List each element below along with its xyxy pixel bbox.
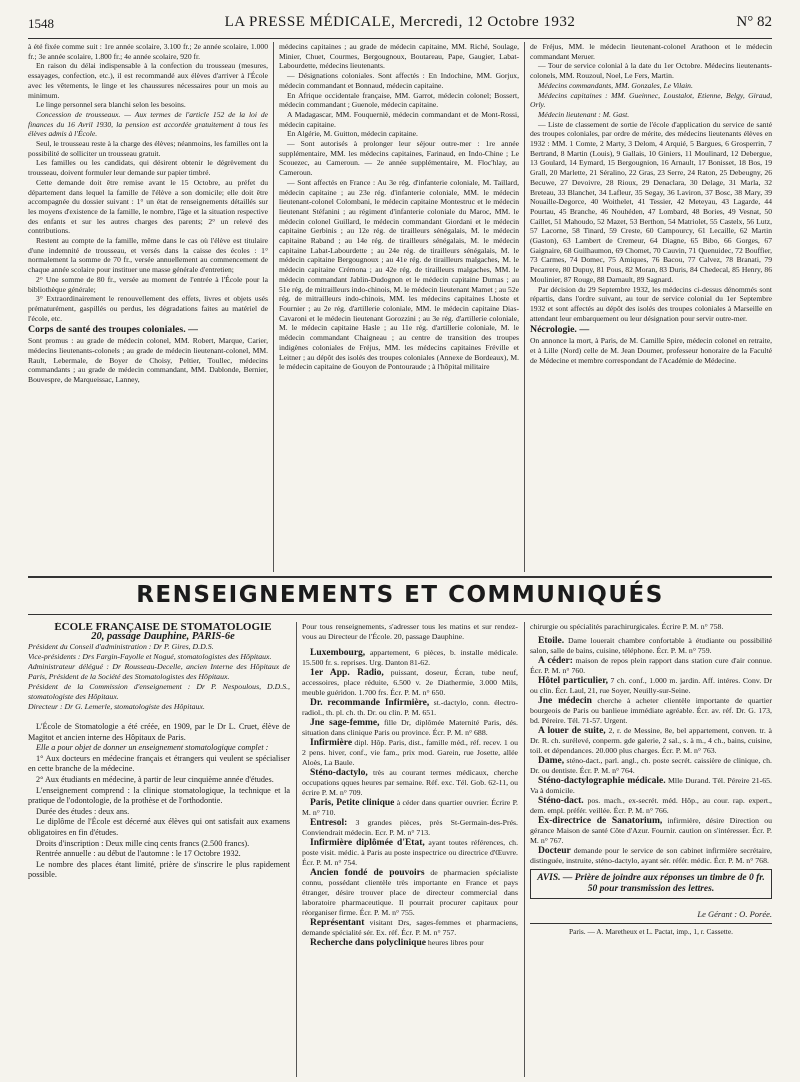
paragraph: 2° Une somme de 80 fr., versée au moment de l'entrée à l'École pour la bibliothèque générale; <box>28 274 268 294</box>
classified-ad-text: maison de repos plein rapport dans station cure d'air connue. Écr. P. M. n° 760. <box>530 656 772 675</box>
paragraph: Durée des études : deux ans. <box>36 806 130 816</box>
officer-line: Administrateur délégué : Dr Rousseau-Decelle, ancien Interne des Hôpitaux de Paris, Président de la Société des Stomatologistes des Hôpitaux. <box>28 662 290 681</box>
column-divider <box>524 42 525 572</box>
classified-ad-text: 7 ch. conf., 1.000 m. jardin. Aff. intéres. Conv. Dr ou clin. Écr. Laul, 21, rue Soyer, Neuilly-sur-Seine. <box>530 676 772 695</box>
classified-ad-heading: Sténo-dact. <box>538 796 584 806</box>
classified-ad-heading: Sténo-dactylographie médicale. <box>538 776 666 786</box>
classified-ad-heading: Hôtel particulier, <box>538 676 608 686</box>
paragraph: Par décision du 29 Septembre 1932, les médecins ci-dessus dénommés sont répartis, dans l'ordre suivant, au tour de service colonial du 1er Septembre 1932 et sont affectés au dépôt des isolés des troupes coloniales à Marseille en attendant leur embarquement ou leur désignation pour servir outre-mer. <box>530 284 772 323</box>
classified-ad <box>302 718 518 738</box>
classified-ad-text: cherche à acheter clientèle importante de quartier bourgeois de Paris ou banlieue immédiate agréable. Écr. av. réf. Dr. G. 173, bd. Péreire. Tél. 71-57. Urgent. <box>530 696 772 725</box>
classified-column-2 <box>530 622 772 1077</box>
classified-ad-heading: Dame, <box>538 756 565 766</box>
classified-ad-text: demande pour le service de son cabinet infirmière secrétaire, distinguée, instruite, sténo-dactylo, ayant sér. référ. médic. Écr. P. M. n° 768. <box>530 846 772 865</box>
paragraph: Le diplôme de l'École est décerné aux élèves qui ont satisfait aux examens obligatoires en fin d'études. <box>28 817 290 837</box>
section-title-corps-de-sante: Corps de santé des troupes coloniales. — <box>28 324 198 336</box>
classified-ad <box>302 798 518 818</box>
paragraph: — Sont affectés en France : Au 3e rég. d'infanterie coloniale, M. Taillard, médecin capitaine ; au 23e rég. d'infanterie coloniale, MM. le médecin lieutenant-colonel Colombani, le médecin capitaine Montestruc et le médecin lieutenant Stéfanini ; au régiment d'infanterie coloniale du Maroc, MM. le médecin colonel Guillard, le médecin commandant Giordani et le médecin capitaine Gerbinis ; au 12e rég. de tirailleurs sénégalais, M. le médecin capitaine Raband ; au 14e rég. de tirailleurs sénégalais, M. le médecin capitaine Labat-Labourdette ; au 24e rég. de tirailleurs sénégalais, M. le médecin capitaine Bergougnoux ; au 41e rég. de tirailleurs malgaches, M. le médecin capitaine Crémona ; au 42e rég. de tirailleurs malgaches, MM. le médecin commandant Jablin-Dudognon et le médecin capitaine Dumas ; au 51e rég. de mitrailleurs indo-chinois, M. le médecin lieutenant Mamet ; au 52e rég. de mitrailleurs indo-chinois, MM. les médecins capitaines Lhoste et Fournier ; au 2e rég. d'artillerie coloniale, MM. le médecin capitaine Dias-Cavaroni et le médecin lieutenant Gorozzini ; au 3e rég. d'artillerie coloniale, M. le médecin capitaine Hasle ; au 11e rég. d'artillerie coloniale, M. le médecin commandant Chaigneau ; au centre de transition des troupes indigènes coloniales de Fréjus, MM. les médecins capitaines Fréville et Leitner ; au dépôt des isolés des troupes coloniales (Annexe de Bordeaux), M. le médecin capitaine de Gouyon de Pontouraude ; à l'hôpital militaire <box>279 177 519 372</box>
classified-ad <box>302 768 518 798</box>
paragraph: Rentrée annuelle : au début de l'automne : le 17 Octobre 1932. <box>36 849 241 859</box>
classified-ad-text: très au courant termes médicaux, cherche occupations qques heures par semaine. Réf. exc. Tél. Gob. 62-11, ou écrire P. M. n° 709. <box>302 768 518 797</box>
paragraph: 2° Aux étudiants en médecine, à partir de leur cinquième année d'études. <box>36 774 274 784</box>
paragraph: — Tour de service colonial à la date du 1er Octobre. Médecins lieutenants-colonels, MM. Rouzoul, Noel, Le Fers, Martin. <box>530 61 772 81</box>
classified-ad <box>302 648 518 668</box>
paragraph: L'École de Stomatologie a été créée, en 1909, par le Dr L. Cruet, élève de Magitot et ancien interne des Hôpitaux de Paris. <box>28 722 290 742</box>
classified-ad <box>530 816 772 846</box>
journal-title: LA PRESSE MÉDICALE, Mercredi, 12 Octobre 1932 <box>224 14 576 30</box>
officer-line: Président de la Commission d'enseignement : Dr P. Nespoulous, D.D.S., stomatologiste des Hôpitaux. <box>28 682 290 701</box>
classified-ad-text: appartement, 6 pièces, b. installe médicale. 15.500 fr. s. reprises. Urg. Danton 81-62. <box>302 648 518 667</box>
paragraph: Elle a pour objet de donner un enseignement stomatologique complet : <box>36 743 269 753</box>
classified-ad-text: pos. mach., ex-secrét. méd. Hôp., au cour. rap. expert., dem. empl. préfér. veillée. Écr. P. M. n° 766. <box>530 796 772 815</box>
ecole-title: ÉCOLE FRANÇAISE DE STOMATOLOGIE <box>54 622 272 633</box>
classified-ad-heading: Entresol: <box>310 818 348 828</box>
classified-ad-heading: Jne sage-femme, <box>310 718 380 728</box>
ecole-column <box>28 622 290 1077</box>
classified-ad <box>530 676 772 696</box>
column-divider <box>273 42 274 572</box>
paragraph: En Algérie, M. Guitton, médecin capitaine. <box>287 129 418 139</box>
page-header <box>28 14 772 36</box>
paragraph: — Désignations coloniales. Sont affectés : En Indochine, MM. Gorjux, médecin commandant et Bonnaud, médecin capitaine. <box>279 71 519 90</box>
paragraph: Le linge personnel sera blanchi selon les besoins. <box>36 100 186 110</box>
classified-ad-heading: Jne médecin <box>538 696 592 706</box>
paragraph: A Madagascar, MM. Fouquerniè, médecin commandant et de Mont-Rossi, médecin capitaine. <box>279 109 519 129</box>
classified-ad-heading: 1er App. Radio, <box>310 668 384 678</box>
classified-ad-heading: Recherche dans polyclinique <box>310 938 426 948</box>
classified-ad-text: dipl. Hôp. Paris, dist., famille méd., réf. recev. 1 ou 2 pens. hiver, conf., vie fam., prix mod. Garein, rue Josette, allée Aloès, La Baule. <box>302 738 518 767</box>
paragraph: 1° Aux docteurs en médecine français et étrangers qui veulent se spécialiser en cette branche de la médecine. <box>28 753 290 774</box>
classified-ad <box>530 696 772 726</box>
classified-ad-text: ayant toutes références, ch. poste visit. médic. à Paris au poste inspectrice ou directrice d'Œuvre. Écr. P. M. n° 754. <box>302 838 518 867</box>
banner-rule <box>28 614 772 615</box>
page-number: 1548 <box>28 16 54 31</box>
paragraph: Le nombre des places étant limité, prière de s'inscrire le plus rapidement possible. <box>28 859 290 880</box>
paragraph: — Sont autorisés à prolonger leur séjour outre-mer : 1re année supplémentaire, MM. les médecins capitaines, Farinaud, en Indo-Chine ; Le Scouezec, au Cameroun. — 2e année supplémentaire, M. Floc'hlay, au Cameroun. <box>279 139 519 178</box>
paragraph: Concession de trousseaux. — Aux termes de l'article 152 de la loi de finances du 16 Avril 1930, la pension est accordée gratuitement à tous les élèves admis à l'École. <box>28 109 268 139</box>
classified-ad <box>530 796 772 816</box>
paragraph: En Afrique occidentale française, MM. Garrot, médecin colonel; Bossert, médecin commandant ; Guenole, médecin capitaine. <box>279 90 519 110</box>
paragraph: 3° Extraordinairement le renouvellement des effets, livres et objets usés prématurément, gaspillés ou perdus, les dégradations faites au matériel de l'école, etc. <box>28 294 268 323</box>
classified-ad <box>302 668 518 698</box>
classified-ad-text: 2, r. de Messine, 8e, bel appartement, conven. tr. à Dr. R. ch. surélevé, conperm. gde galerie, 2 sal., s. à m., 4 ch., bains, cuisine, toil. et dépendances. 20.000 plus charges. Écr. P. M. n° 763. <box>530 726 772 755</box>
paragraph: Pour tous renseignements, s'adresser tous les matins et sur rendez-vous au Directeur de l'École. 20, passage Dauphine. <box>302 622 518 641</box>
section-rule <box>28 576 772 578</box>
classified-ad <box>530 776 772 796</box>
classified-ad-text: sténo-dact., parl. angl., ch. poste secrét. caissière de clinique, ch. Dr. ou dentiste. Écr. P. M. n° 764. <box>530 756 772 775</box>
classified-ad <box>530 656 772 676</box>
ecole-officers <box>28 642 290 712</box>
classified-ad-text: de pharmacien spécialiste connu, possédant clientèle très importante en France et pays étranger, désire trouver place de directeur commercial dans laboratoire pharmaceutique. Il pourrait procurer capitaux pour réorganiser firme. Écr. P. M. n° 755. <box>302 868 518 917</box>
classified-ad-text: heures libres pour <box>427 938 484 947</box>
classified-ad <box>302 818 518 838</box>
paragraph: chirurgie ou spécialités parachirurgicales. Écrire P. M. n° 758. <box>530 622 724 631</box>
paragraph: L'enseignement comprend : la clinique stomatologique, la technique et la pratique de l'odontologie, de la prothèse et de l'orthodontie. <box>28 785 290 806</box>
classified-ad-heading: Infirmière diplômée d'Etat, <box>310 838 425 848</box>
paragraph: Sont promus : au grade de médecin colonel, MM. Robert, Marque, Carier, médecins lieutenants-colonels ; au grade de médecin lieutenant-colonel, MM. Rault, Lebermale, de Boyer de Choisy, Peltier, Toullec, médecins commandants ; au grade de médecin commandant, MM. Dablonde, Bernier, Bouvespre, de Marqueissac, Lanney, <box>28 336 268 384</box>
classified-ad <box>302 938 518 948</box>
classified-ad-heading: Dr. recommande Infirmière, <box>310 698 430 708</box>
classified-ad-heading: Paris, Petite clinique <box>310 798 395 808</box>
paragraph: Seul, le trousseau reste à la charge des élèves; néanmoins, les familles ont la possibilité de solliciter un trousseau gratuit. <box>28 139 268 158</box>
gerant-line: Le Gérant : O. Porée. <box>697 909 772 919</box>
ecole-body <box>28 722 290 881</box>
paragraph: Médecins commandants, MM. Gonzales, Le Vilain. <box>538 80 693 90</box>
classified-ad-heading: Infirmière <box>310 738 353 748</box>
classified-ad <box>302 698 518 718</box>
paragraph: En raison du délai indispensable à la confection du trousseau (mesures, essayages, confection, etc.), il est recommandé aux élèves d'arriver à l'École avec les vêtements, le linge et les chaussures nécessaires pour un mois au minimum. <box>28 61 268 100</box>
classified-ad-heading: Luxembourg, <box>310 648 366 658</box>
classified-ad-text: 3 grandes pièces, près St-Germain-des-Prés. Conviendrait médecin. Ecr. P. M. n° 713. <box>302 818 518 837</box>
paragraph: à été fixée comme suit : 1re année scolaire, 3.100 fr.; 2e année scolaire, 1.000 fr.; 3e année scolaire, 1.800 fr.; 4e année scolaire, 920 fr. <box>28 42 268 61</box>
classified-ad <box>302 738 518 768</box>
classified-ad-text: st.-dactylo, conn. électro-radiol., th. pl. ch. th. Dr. ou clin. P. M. 651. <box>302 698 518 717</box>
classified-ad <box>530 636 772 656</box>
paragraph: Médecin lieutenant : M. Gast. <box>538 109 630 119</box>
classified-ad-heading: Représentant <box>310 918 365 928</box>
paragraph: Cette demande doit être remise avant le 15 Octobre, au préfet du département dans lequel la famille de l'élève a son domicile; elle doit être accompagnée du dossier suivant : 1° un état de renseignements détaillés sur les moyens d'existence de la famille, le nombre, l'âge et la situation respective des enfants et sur les autres charges des parents; 2° un relevé des contributions. <box>28 177 268 236</box>
paragraph: de Fréjus, MM. le médecin lieutenant-colonel Arathoon et le médecin commandant Meruer. <box>530 42 772 61</box>
issue-number: N° 82 <box>736 14 772 30</box>
classified-ad-heading: Sténo-dactylo, <box>310 768 368 778</box>
classified-ad-heading: Ancien fondé de pouvoirs <box>310 868 425 878</box>
paragraph: Médecins capitaines : MM. Gueinnec, Loustalot, Etienne, Belgy, Giraud, Orly. <box>530 90 772 110</box>
classified-ad-text: visitant Drs, sages-femmes et pharmaciens, demande spécialité sér. Ex. réf. Écr. P. M. n° 757. <box>302 918 518 937</box>
classified-column-1 <box>302 622 518 1077</box>
paragraph: médecins capitaines ; au grade de médecin capitaine, MM. Riché, Soulage, Minier, Chuet, Courmes, Bergougnoux, Boutareau, Pape, Gaugier, Labat-Labourdette, médecins lieutenants. <box>279 42 519 71</box>
classified-ad-heading: A céder: <box>538 656 573 666</box>
classified-list <box>530 636 772 866</box>
classified-ad-text: Dame louerait chambre confortable à étudiante ou possibilité salon, salle de bains, cuisine, téléphone. Écr. P. M. n° 759. <box>530 636 772 655</box>
col1-paragraphs <box>28 42 268 323</box>
section-banner: RENSEIGNEMENTS ET COMMUNIQUÉS <box>136 582 664 608</box>
classified-ad <box>530 846 772 866</box>
classified-ad <box>302 838 518 868</box>
header-rule <box>28 38 772 39</box>
officer-line: Président du Conseil d'administration : Dr P. Gires, D.D.S. <box>28 642 214 651</box>
officer-line: Directeur : Dr G. Lemerle, stomatologiste des Hôpitaux. <box>28 702 205 711</box>
top-column-3 <box>530 42 772 572</box>
classified-ad-heading: Docteur <box>538 846 571 856</box>
classified-ad-text: Mlle Durand. Tél. Péreire 21-65. Va à domicile. <box>530 776 772 795</box>
printer-line: Paris. — A. Maretheux et L. Pactat, imp., 1, r. Cassette. <box>530 923 772 937</box>
officer-line: Vice-présidents : Drs Fargin-Fayolle et Nogué, stomatologistes des Hôpitaux. <box>28 652 272 661</box>
classified-ad-text: infirmière, désire Direction ou gérance Maison de santé Côte d'Azur. Fournir. caution on s'intéresser. Écr. P. M. n° 767. <box>530 816 772 845</box>
paragraph: Droits d'inscription : Deux mille cinq cents francs (2.500 francs). <box>36 838 250 848</box>
classified-ad-text: puissant, doseur, Écran, tube neuf, accessoires, place réduite, 6.500 v. 2e Diathermie, 3.000 Mils, meuble guéridon. 1.700 frs. Écr. P. M. n° 650. <box>302 668 518 697</box>
paragraph: Les familles ou les candidats, qui désirent obtenir le dégrèvement du trousseau, doivent formuler leur demande sur papier timbré. <box>28 158 268 178</box>
classified-ad-text: à céder dans quartier ouvrier. Écrire P. M. n° 710. <box>302 798 518 817</box>
paragraph: On annonce la mort, à Paris, de M. Camille Spire, médecin colonel en retraite, et à Lille (Nord) celle de M. Jean Doumer, professeur honoraire de la Faculté de Médecine et membre correspondant de l'Académie de Médecine. <box>530 336 772 365</box>
paragraph: Restent au compte de la famille, même dans le cas où l'élève est titulaire d'une indemnité de trousseau, et versés dans la caisse des écoles : 1° normalement la somme de 70 fr., versée annuellement au commencement de chaque année scolaire pour instituer une masse générale d'entretien; <box>28 236 268 275</box>
avis-box: AVIS. — Prière de joindre aux réponses un timbre de 0 fr. 50 pour transmission des lettres. <box>530 869 772 899</box>
column-divider <box>524 622 525 1077</box>
classified-ad-heading: A louer de suite, <box>538 726 606 736</box>
column-divider <box>296 622 297 1077</box>
section-title-necrologie: Nécrologie. — <box>530 324 590 336</box>
classified-ad <box>530 726 772 756</box>
classified-ad-text: fille Dr, diplômée Maternité Paris, dés. situation dans clinique Paris ou province. Écr. P. M. n° 688. <box>302 718 518 737</box>
top-column-2 <box>279 42 519 572</box>
classified-ad-heading: Ex-directrice de Sanatorium, <box>538 816 663 826</box>
ecole-address: 20, passage Dauphine, PARIS-6e <box>91 631 235 642</box>
paragraph: — Liste de classement de sortie de l'école d'application du service de santé des troupes coloniales, par ordre de mérite, des médecins lieutenants élèves en 1932 : MM. 1 Comte, 2 Marty, 3 Delom, 4 Arquié, 5 Bargues, 6 Grosperrin, 7 Bertrand, 8 Martin (Louis), 9 Gallais, 10 Giniers, 11 Moulinard, 12 Debergue, 13 Goulard, 14 Eymard, 15 Bergougnion, 16 Arnault, 17 Bonisset, 18 Bos, 19 Grall, 20 Marlette, 21 Séralino, 22 Gras, 23 Serre, 24 Raton, 25 Debeugny, 26 Becuwe, 27 Devoivre, 28 Rioux, 29 Denaclara, 30 Delage, 31 Marla, 32 Breteau, 33 Blanchet, 34 Lafleur, 35 Segay, 36 Laviron, 37 Bosc, 38 Mary, 39 Nouaille-Degorce, 40 Woithelet, 41 Tessier, 42 Meteyau, 43 Lagarde, 44 Pourtau, 45 Branche, 46 Nouhéden, 47 Lombard, 48 Bories, 49 Vesnat, 50 Caillet, 51 Mahoudo, 52 Mazet, 53 Berthon, 54 Matriolet, 55 Castelx, 56 Lutz, 57 Lacorne, 58 Tinard, 59 Creste, 60 Campourcy, 61 Lecaille, 62 Martin (Gaston), 63 Lambert de Cremeur, 64 Diagne, 65 Bibo, 66 Gorges, 67 Gaignaire, 68 Guilhaumon, 69 Chomet, 70 Cauvin, 71 Quenuidec, 72 Bouffier, 73 Carmes, 74 Domec, 75 Amiques, 76 Bacou, 77 Calvez, 78 Branati, 79 Pecarrere, 80 Dupuy, 81 Pous, 82 Moran, 83 Duris, 84 Chedecal, 85 Henry, 86 Moulinier, 87 Rouge, 88 Darnault, 89 Sagnard. <box>530 119 772 284</box>
top-column-1 <box>28 42 268 572</box>
classified-ad <box>302 918 518 938</box>
classified-ad-heading: Etoile. <box>538 636 565 646</box>
classified-ad <box>530 756 772 776</box>
classified-ad <box>302 868 518 918</box>
